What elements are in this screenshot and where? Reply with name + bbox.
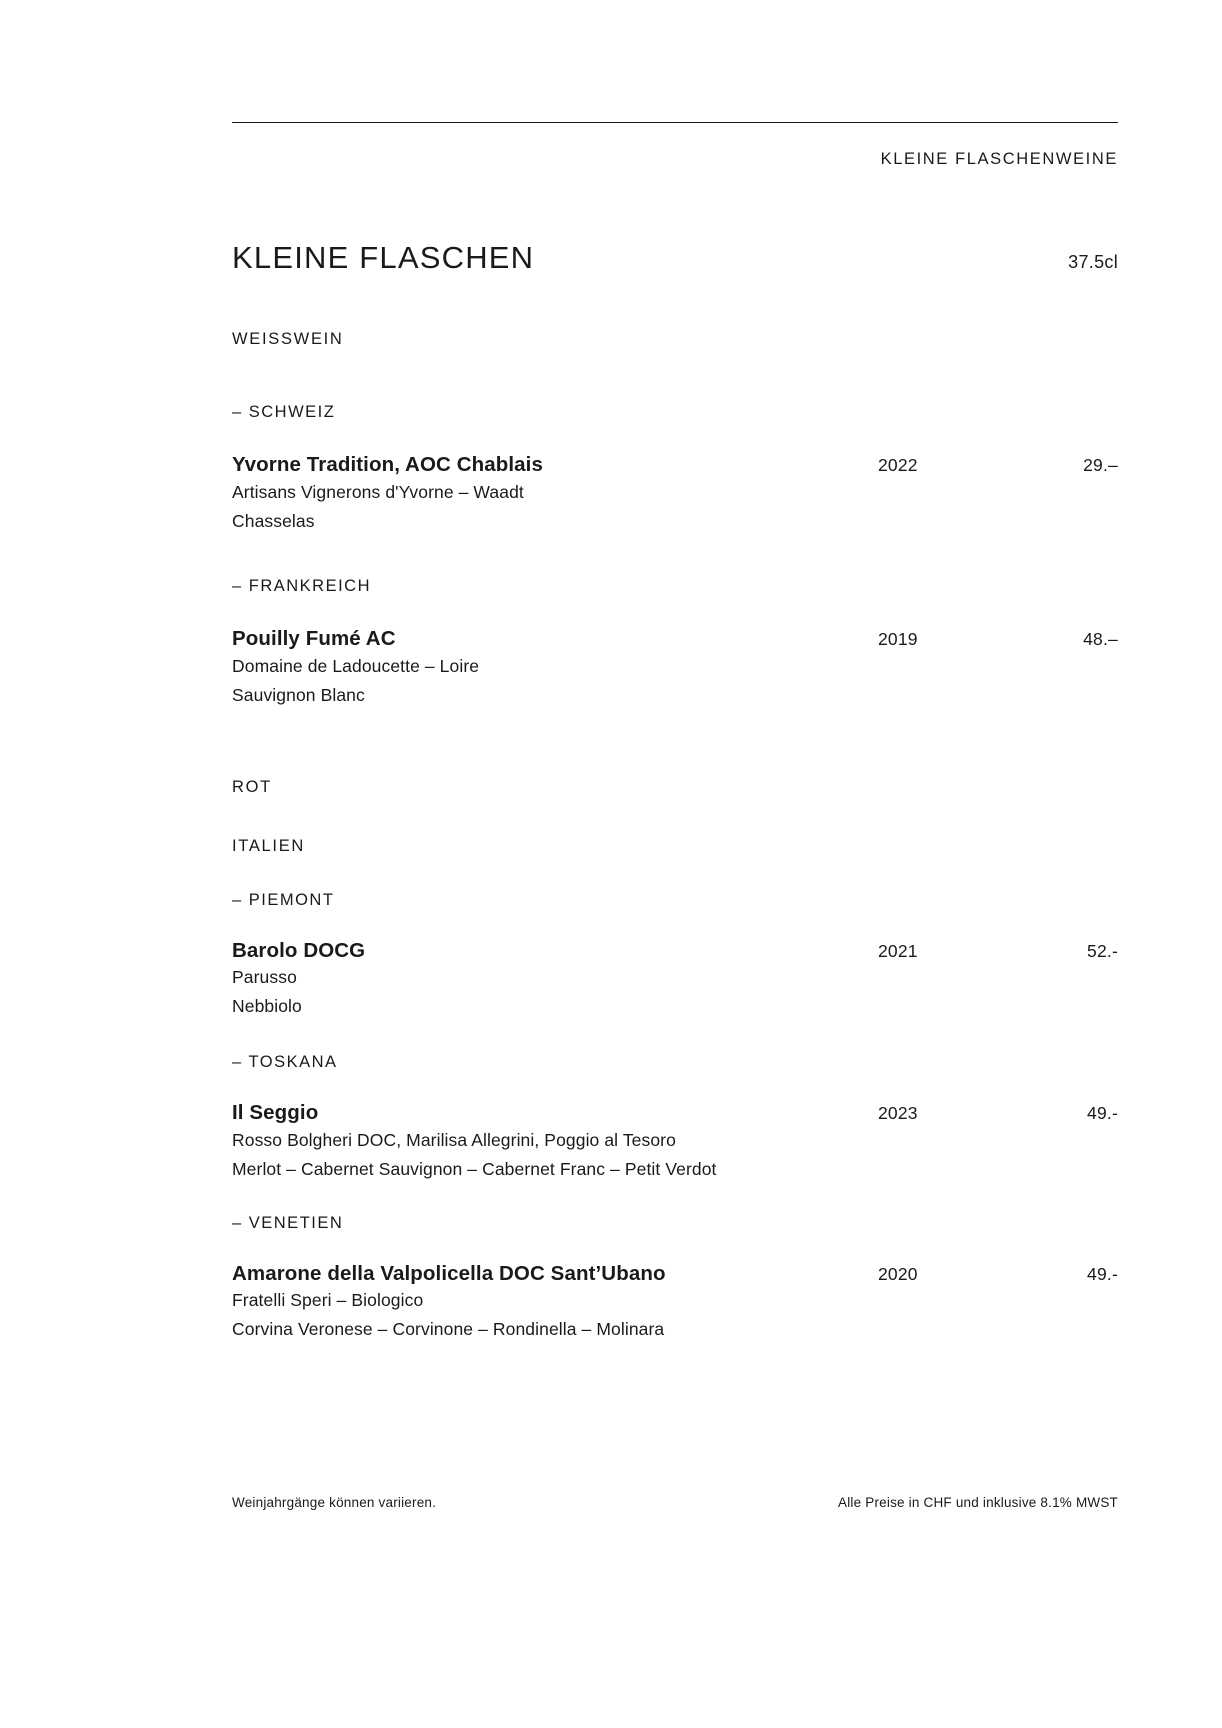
wine-name: Amarone della Valpolicella DOC Sant’Ubano	[232, 1261, 666, 1285]
country-label-italien: ITALIEN	[232, 836, 306, 855]
wine-vintage: 2022	[878, 455, 918, 475]
wine-meta	[878, 941, 1118, 962]
wine-vintage: 2021	[878, 940, 918, 961]
wine-meta	[878, 455, 1118, 476]
bottle-volume-label: 37.5cl	[1068, 252, 1118, 272]
page-footer	[232, 1495, 1118, 1510]
wine-grapes: Merlot – Cabernet Sauvignon – Cabernet Franc – Petit Verdot	[232, 1158, 717, 1179]
footer-note-left: Weinjahrgänge können variieren.	[232, 1495, 437, 1510]
page-title: KLEINE FLASCHEN	[232, 240, 535, 275]
section-label-rot: ROT	[232, 777, 272, 796]
wine-price: 49.-	[1087, 1103, 1118, 1124]
wine-meta	[878, 1264, 1118, 1285]
header-divider	[232, 122, 1118, 123]
wine-price: 52.-	[1087, 940, 1118, 961]
wine-meta	[878, 1103, 1118, 1124]
wine-producer: Domaine de Ladoucette – Loire	[232, 656, 480, 676]
region-label-piemont: – PIEMONT	[232, 890, 335, 909]
footer-note-right: Alle Preise in CHF und inklusive 8.1% MWST	[838, 1495, 1118, 1510]
wine-vintage: 2020	[878, 1263, 918, 1284]
region-label-toskana: – TOSKANA	[232, 1053, 338, 1072]
wine-entry	[232, 1261, 1118, 1344]
wine-grapes: Sauvignon Blanc	[232, 684, 365, 705]
wine-grapes: Nebbiolo	[232, 996, 302, 1017]
wine-name: Pouilly Fumé AC	[232, 627, 396, 651]
wine-vintage: 2023	[878, 1103, 918, 1124]
wine-price: 29.–	[1083, 455, 1118, 475]
wine-entry	[232, 626, 1118, 709]
wine-producer: Rosso Bolgheri DOC, Marilisa Allegrini, Poggio al Tesoro	[232, 1129, 676, 1150]
wine-grapes: Corvina Veronese – Corvinone – Rondinella – Molinara	[232, 1319, 665, 1339]
wine-name: Barolo DOCG	[232, 938, 366, 962]
section-label-weisswein: WEISSWEIN	[232, 330, 344, 348]
wine-grapes: Chasselas	[232, 510, 315, 531]
wine-entry	[232, 452, 1118, 535]
wine-producer: Artisans Vignerons d'Yvorne – Waadt	[232, 481, 524, 502]
region-label-schweiz: – SCHWEIZ	[232, 403, 336, 421]
region-label-frankreich: – FRANKREICH	[232, 577, 372, 596]
wine-producer: Parusso	[232, 967, 297, 988]
wine-vintage: 2019	[878, 629, 918, 650]
running-header: KLEINE FLASCHENWEINE	[880, 150, 1118, 168]
wine-price: 48.–	[1083, 629, 1118, 650]
wine-entry	[232, 1100, 1118, 1183]
wine-name: Yvorne Tradition, AOC Chablais	[232, 453, 543, 476]
menu-section-weisswein	[232, 330, 1118, 710]
wine-name: Il Seggio	[232, 1101, 319, 1125]
wine-entry	[232, 938, 1118, 1021]
wine-price: 49.-	[1087, 1263, 1118, 1284]
page-title-row	[232, 240, 1118, 276]
menu-body	[232, 330, 1118, 1344]
wine-meta	[878, 629, 1118, 650]
menu-section-rot	[232, 710, 1118, 1344]
wine-producer: Fratelli Speri – Biologico	[232, 1290, 424, 1311]
region-label-venetien: – VENETIEN	[232, 1213, 344, 1232]
